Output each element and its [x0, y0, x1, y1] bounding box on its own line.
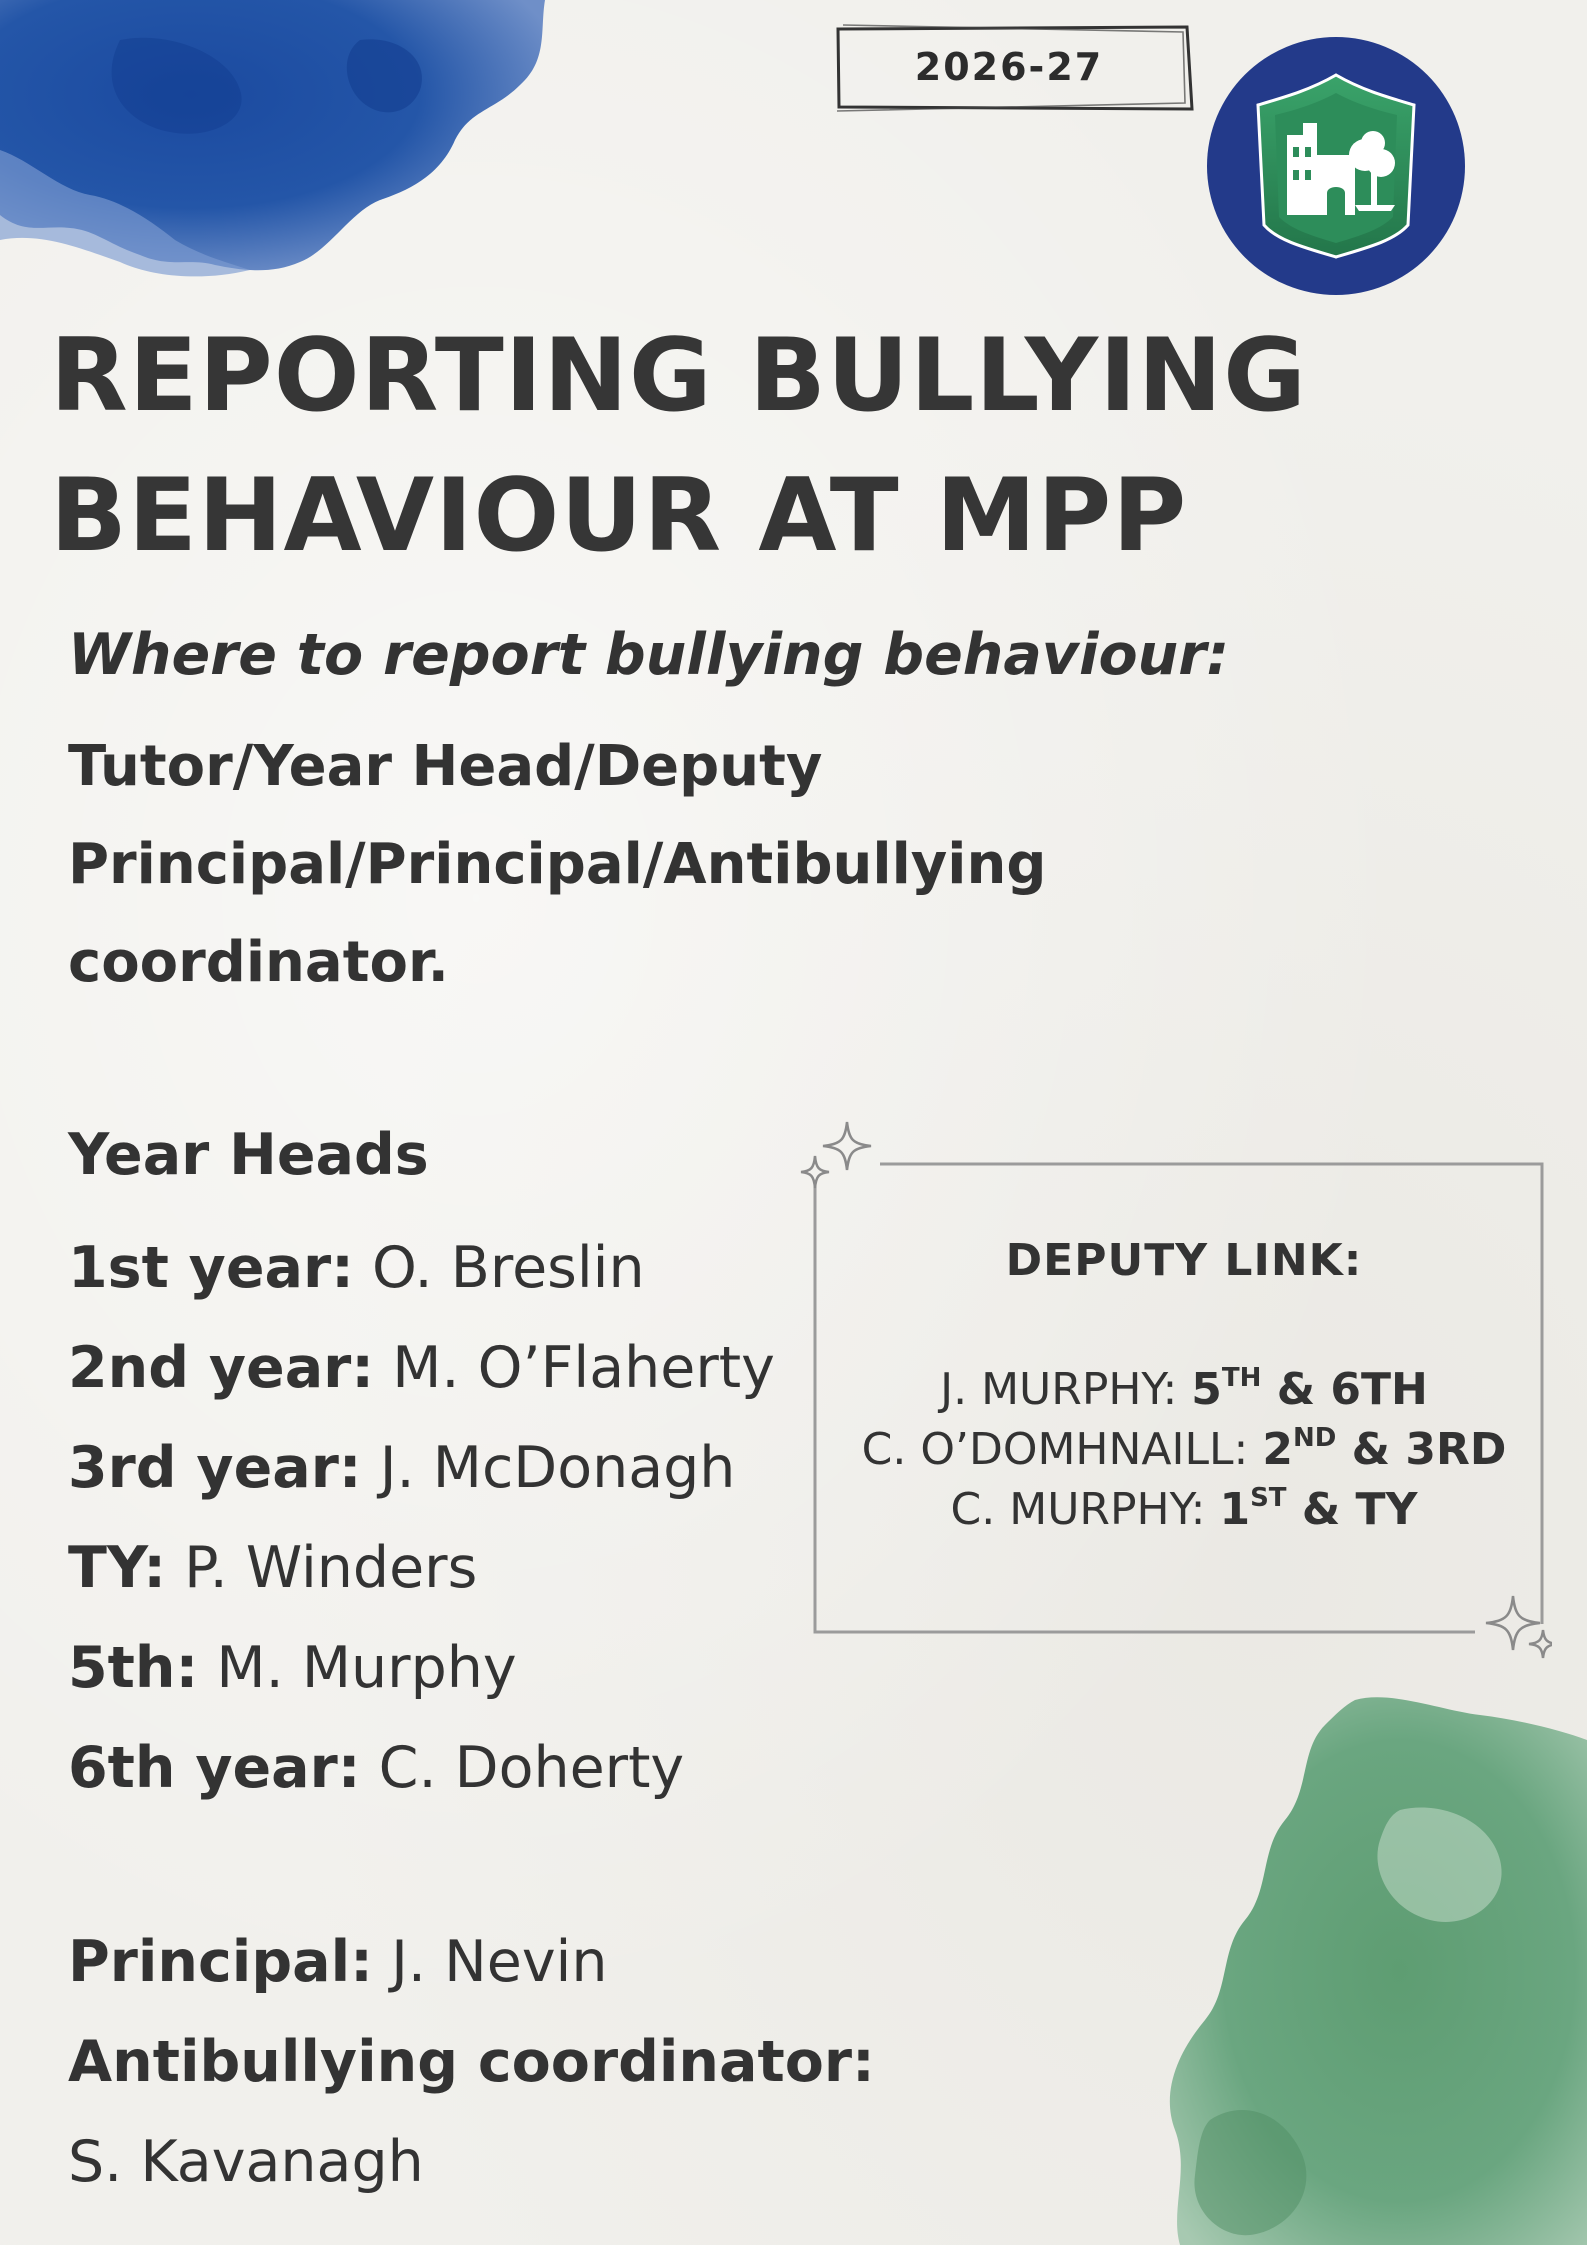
school-crest-icon [1205, 35, 1467, 297]
list-item [68, 1618, 775, 1718]
staff-contacts [68, 1912, 875, 2212]
sparkle-icon [801, 1122, 871, 1188]
year-head-name: M. Murphy [216, 1635, 517, 1701]
year-rest: & 6TH [1261, 1364, 1428, 1415]
year-label: 2026-27 [914, 44, 1104, 89]
year-number: 5 [1191, 1364, 1222, 1415]
year-head-name: J. McDonagh [379, 1435, 736, 1501]
where-line-3: coordinator. [68, 930, 449, 995]
year-number: 2 [1262, 1424, 1293, 1475]
year-label: TY: [68, 1535, 166, 1601]
year-label: 1st year: [68, 1235, 354, 1301]
year-label: 2nd year: [68, 1335, 375, 1401]
year-heads-heading: Year Heads [68, 1122, 429, 1188]
principal-label: Principal: [68, 1929, 373, 1995]
deputy-years [1262, 1424, 1506, 1475]
where-line-2: Principal/Principal/Antibullying [68, 832, 1047, 897]
deputy-name: C. MURPHY: [950, 1484, 1220, 1535]
year-head-name: O. Breslin [372, 1235, 645, 1301]
principal-row [68, 1912, 875, 2012]
ordinal-suffix: TH [1221, 1363, 1262, 1393]
list-item [68, 1318, 775, 1418]
deputy-name: C. O’DOMHNAILL: [861, 1424, 1263, 1475]
deputy-years [1219, 1484, 1417, 1535]
year-head-name: P. Winders [184, 1535, 478, 1601]
year-head-name: C. Doherty [378, 1735, 685, 1801]
year-rest: & TY [1286, 1484, 1418, 1535]
green-watercolor-decoration [1150, 1690, 1587, 2245]
deputy-years [1191, 1364, 1428, 1415]
coordinator-row [68, 2012, 875, 2112]
coordinator-label: Antibullying coordinator: [68, 2029, 875, 2095]
title-line-1: REPORTING BULLYING [50, 316, 1308, 434]
title-line-2: BEHAVIOUR AT MPP [50, 456, 1188, 574]
list-item [68, 1718, 775, 1818]
principal-name: J. Nevin [391, 1929, 608, 1995]
deputy-name: J. MURPHY: [940, 1364, 1192, 1415]
coordinator-name-row [68, 2112, 875, 2212]
ordinal-suffix: ND [1292, 1423, 1337, 1453]
year-label: 6th year: [68, 1735, 361, 1801]
deputy-line [816, 1420, 1552, 1480]
year-label: 5th: [68, 1635, 199, 1701]
list-item [68, 1518, 775, 1618]
year-heads-list [68, 1218, 775, 1818]
list-item [68, 1218, 775, 1318]
year-number: 1 [1219, 1484, 1251, 1535]
list-item [68, 1418, 775, 1518]
year-badge [835, 23, 1195, 110]
where-to-report-label: Where to report bullying behaviour: [68, 622, 1230, 688]
deputy-link-title: DEPUTY LINK: [1005, 1235, 1363, 1286]
coordinator-name: S. Kavanagh [68, 2129, 424, 2195]
year-rest: & 3RD [1336, 1424, 1507, 1475]
year-label: 3rd year: [68, 1435, 362, 1501]
deputy-link-list [816, 1360, 1552, 1540]
year-head-name: M. O’Flaherty [392, 1335, 775, 1401]
page-title [50, 305, 1550, 585]
blue-watercolor-decoration [0, 0, 560, 290]
deputy-line [816, 1480, 1552, 1540]
ordinal-suffix: ST [1250, 1483, 1287, 1513]
where-to-report-body [68, 718, 1168, 1012]
where-line-1: Tutor/Year Head/Deputy [68, 734, 823, 799]
deputy-line [816, 1360, 1552, 1420]
